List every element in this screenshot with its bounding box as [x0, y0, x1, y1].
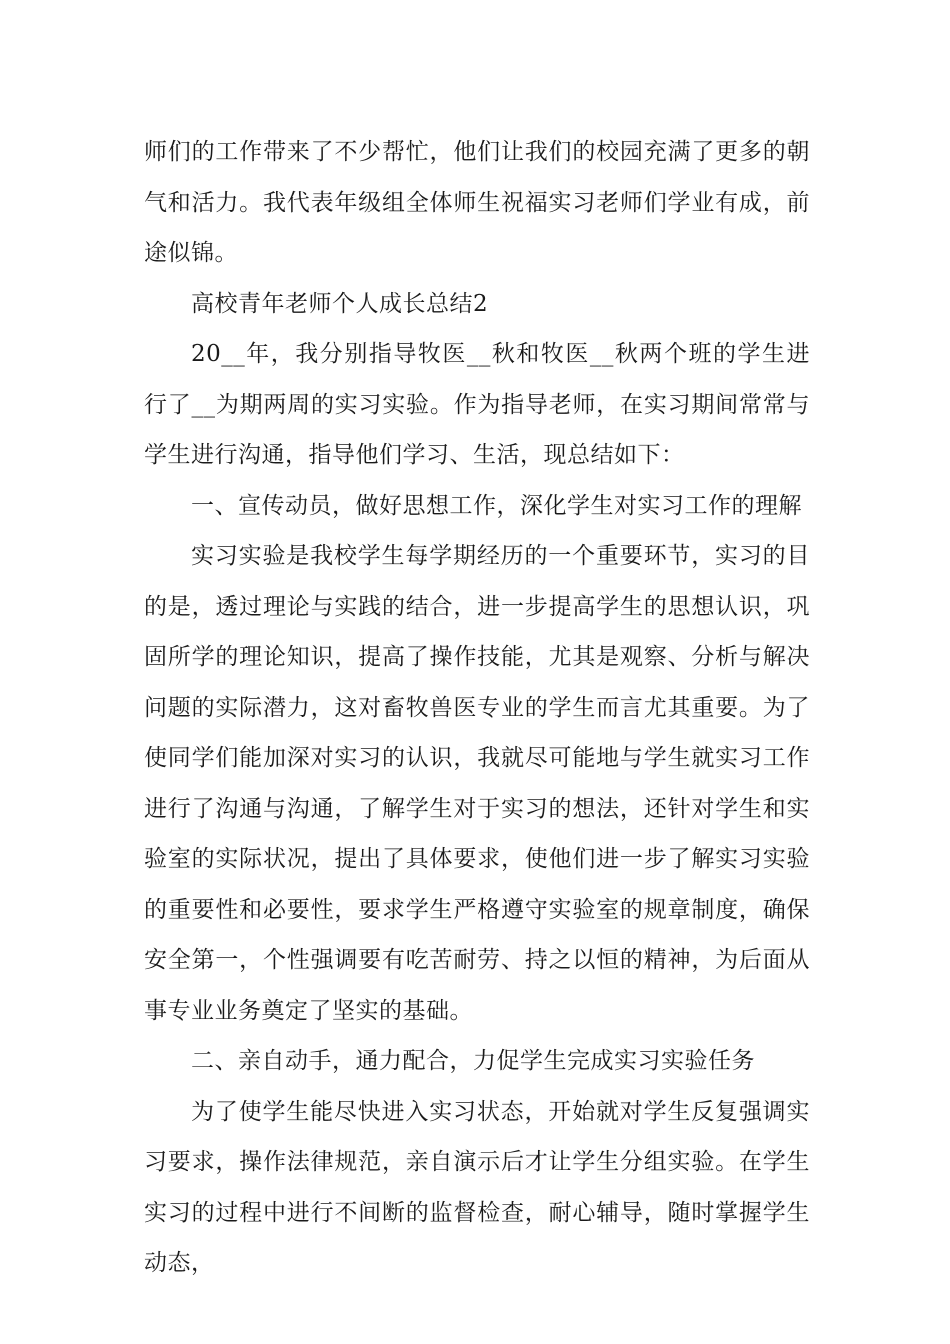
document-body: [144, 127, 810, 1289]
paragraph-body-1: 实习实验是我校学生每学期经历的一个重要环节，实习的目的是，透过理论与实践的结合，进一步提高学生的思想认识，巩固所学的理论知识，提高了操作技能，尤其是观察、分析与解决问题的实际潜力，这对畜牧兽医专业的学生而言尤其重要。为了使同学们能加深对实习的认识，我就尽可能地与学生就实习工作进行了沟通与沟通，了解学生对于实习的想法，还针对学生和实验室的实际状况，提出了具体要求，使他们进一步了解实习实验的重要性和必要性，要求学生严格遵守实验室的规章制度，确保安全第一，个性强调要有吃苦耐劳、持之以恒的精神，为后面从事专业业务奠定了坚实的基础。: [144, 543, 810, 1024]
paragraph-body-2: 为了使学生能尽快进入实习状态，开始就对学生反复强调实习要求，操作法律规范，亲自演示后才让学生分组实验。在学生实习的过程中进行不间断的监督检查，耐心辅导，随时掌握学生动态，: [144, 1098, 810, 1276]
section-heading-2: 二、亲自动手，通力配合，力促学生完成实习实验任务: [191, 1048, 755, 1074]
section-title: 高校青年老师个人成长总结2: [191, 290, 489, 317]
paragraph-intro: 20__年，我分别指导牧医__秋和牧医__秋两个班的学生进行了__为期两周的实习实验。作为指导老师，在实习期间常常与学生进行沟通，指导他们学习、生活，现总结如下：: [144, 341, 810, 468]
section-heading-1: 一、宣传动员，做好思想工作，深化学生对实习工作的理解: [191, 492, 802, 519]
paragraph-continued: 师们的工作带来了不少帮忙，他们让我们的校园充满了更多的朝气和活力。我代表年级组全体师生祝福实习老师们学业有成，前途似锦。: [144, 139, 810, 266]
